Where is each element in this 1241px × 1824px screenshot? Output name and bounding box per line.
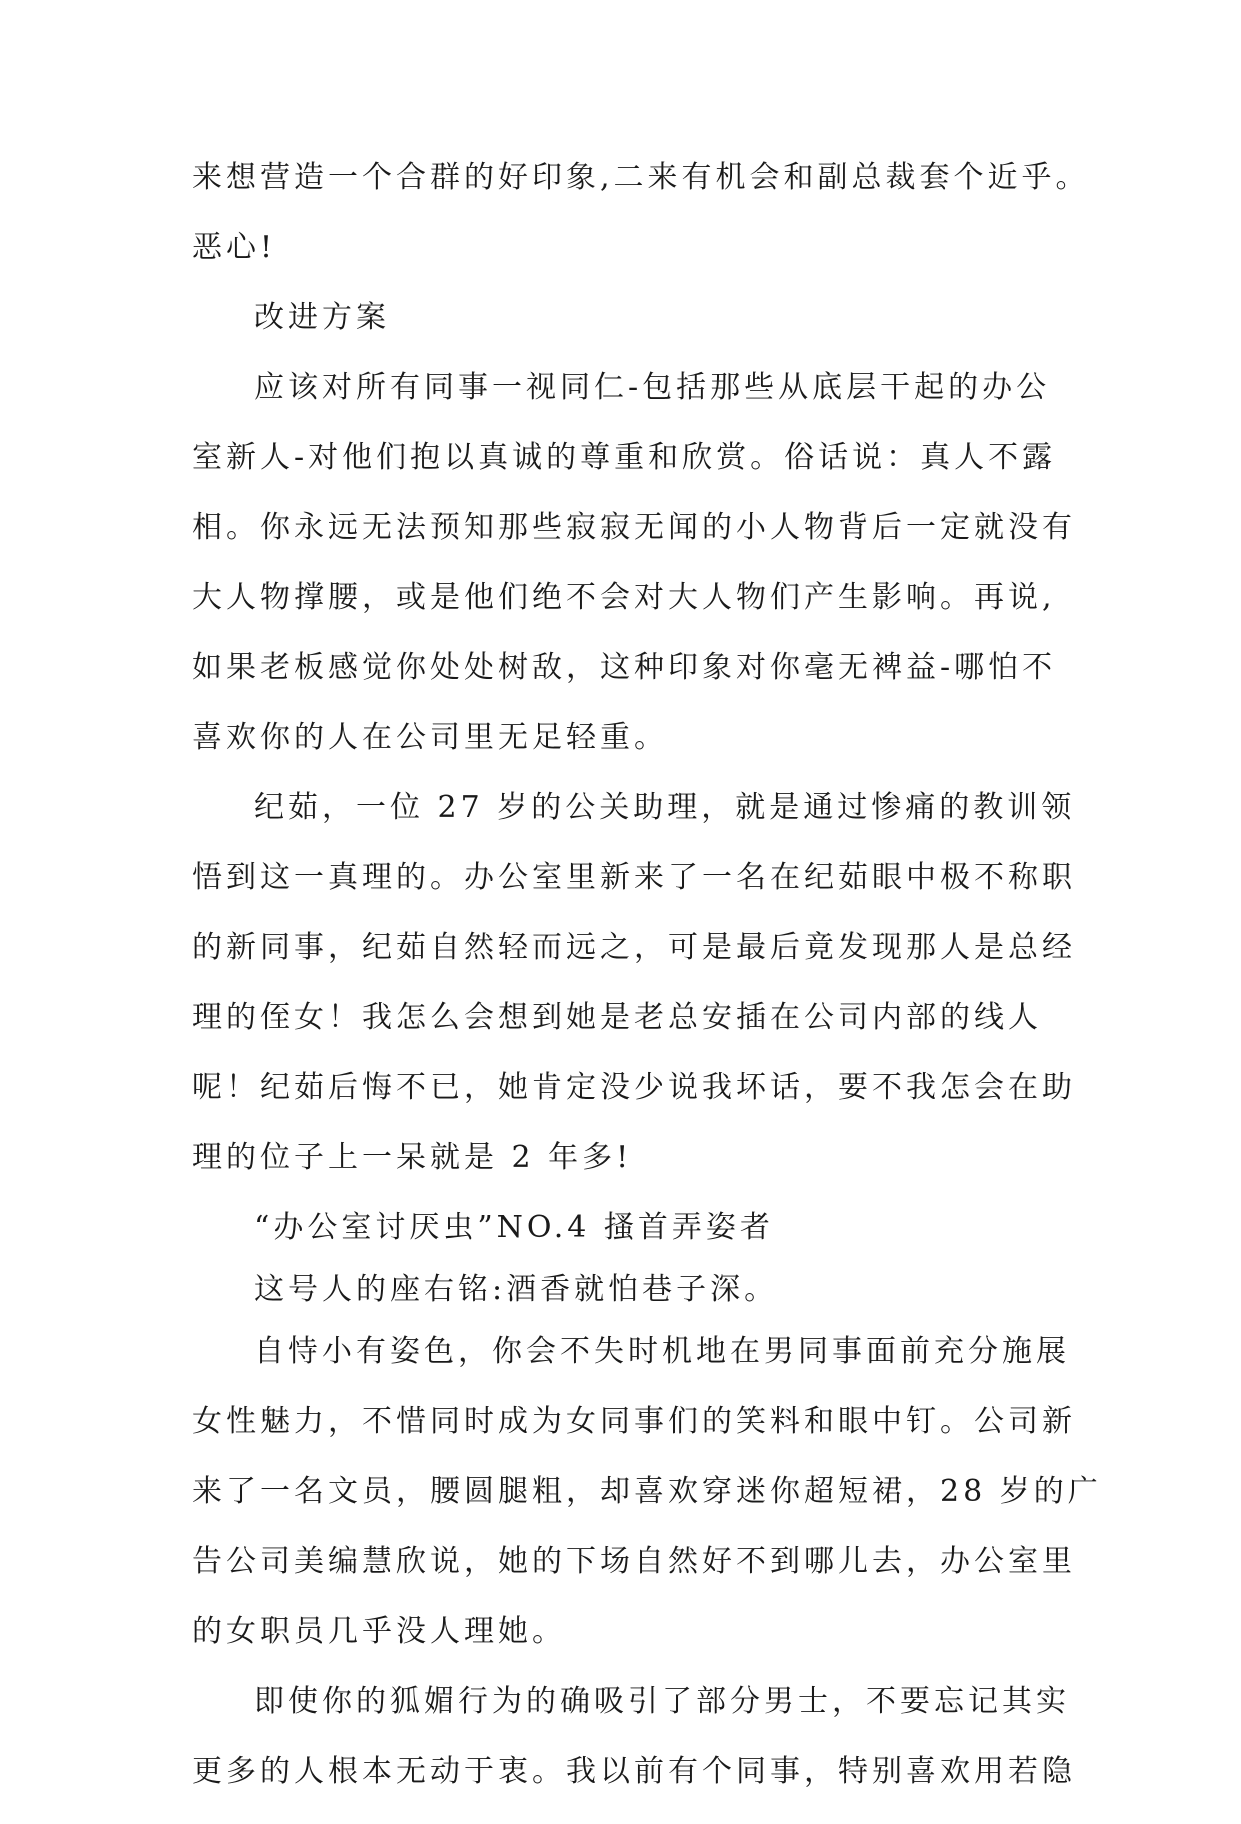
text-line: 自恃小有姿色，你会不失时机地在男同事面前充分施展 <box>254 1334 1070 1369</box>
text-line: 室新人-对他们抱以真诚的尊重和欣赏。俗话说：真人不露 <box>192 440 1057 475</box>
text-line: 悟到这一真理的。办公室里新来了一名在纪茹眼中极不称职 <box>192 860 1076 895</box>
text-line: 即使你的狐媚行为的确吸引了部分男士，不要忘记其实 <box>254 1684 1070 1719</box>
text-line: 更多的人根本无动于衷。我以前有个同事，特别喜欢用若隐 <box>192 1754 1076 1789</box>
text-line: 呢！纪茹后悔不已，她肯定没少说我坏话，要不我怎会在助 <box>192 1070 1076 1105</box>
section-heading: 改进方案 <box>254 300 390 335</box>
text-line: 理的侄女！我怎么会想到她是老总安插在公司内部的线人 <box>192 1000 1042 1035</box>
section-heading: “办公室讨厌虫”NO.4 搔首弄姿者 <box>254 1210 774 1245</box>
text-line: 来想营造一个合群的好印象,二来有机会和副总裁套个近乎。 <box>192 160 1090 195</box>
text-line: 理的位子上一呆就是 2 年多! <box>192 1140 633 1175</box>
text-line: 相。你永远无法预知那些寂寂无闻的小人物背后一定就没有 <box>192 510 1076 545</box>
text-line: 的女职员几乎没人理她。 <box>192 1614 566 1649</box>
document-body <box>192 160 1102 1824</box>
text-line: 如果老板感觉你处处树敌，这种印象对你毫无裨益-哪怕不 <box>192 650 1057 685</box>
text-line: 应该对所有同事一视同仁-包括那些从底层干起的办公 <box>254 370 1051 405</box>
text-line: 喜欢你的人在公司里无足轻重。 <box>192 720 668 755</box>
text-line: 女性魅力，不惜同时成为女同事们的笑料和眼中钉。公司新 <box>192 1404 1076 1439</box>
text-line: 这号人的座右铭:酒香就怕巷子深。 <box>254 1272 779 1307</box>
text-line: 纪茹，一位 27 岁的公关助理，就是通过惨痛的教训领 <box>254 790 1076 825</box>
text-line: 来了一名文员，腰圆腿粗，却喜欢穿迷你超短裙，28 岁的广 <box>192 1474 1102 1509</box>
text-line: 恶心! <box>192 230 277 265</box>
text-line: 的新同事，纪茹自然轻而远之，可是最后竟发现那人是总经 <box>192 930 1076 965</box>
text-line: 大人物撑腰，或是他们绝不会对大人物们产生影响。再说, <box>192 580 1056 615</box>
text-line: 告公司美编慧欣说，她的下场自然好不到哪儿去，办公室里 <box>192 1544 1076 1579</box>
